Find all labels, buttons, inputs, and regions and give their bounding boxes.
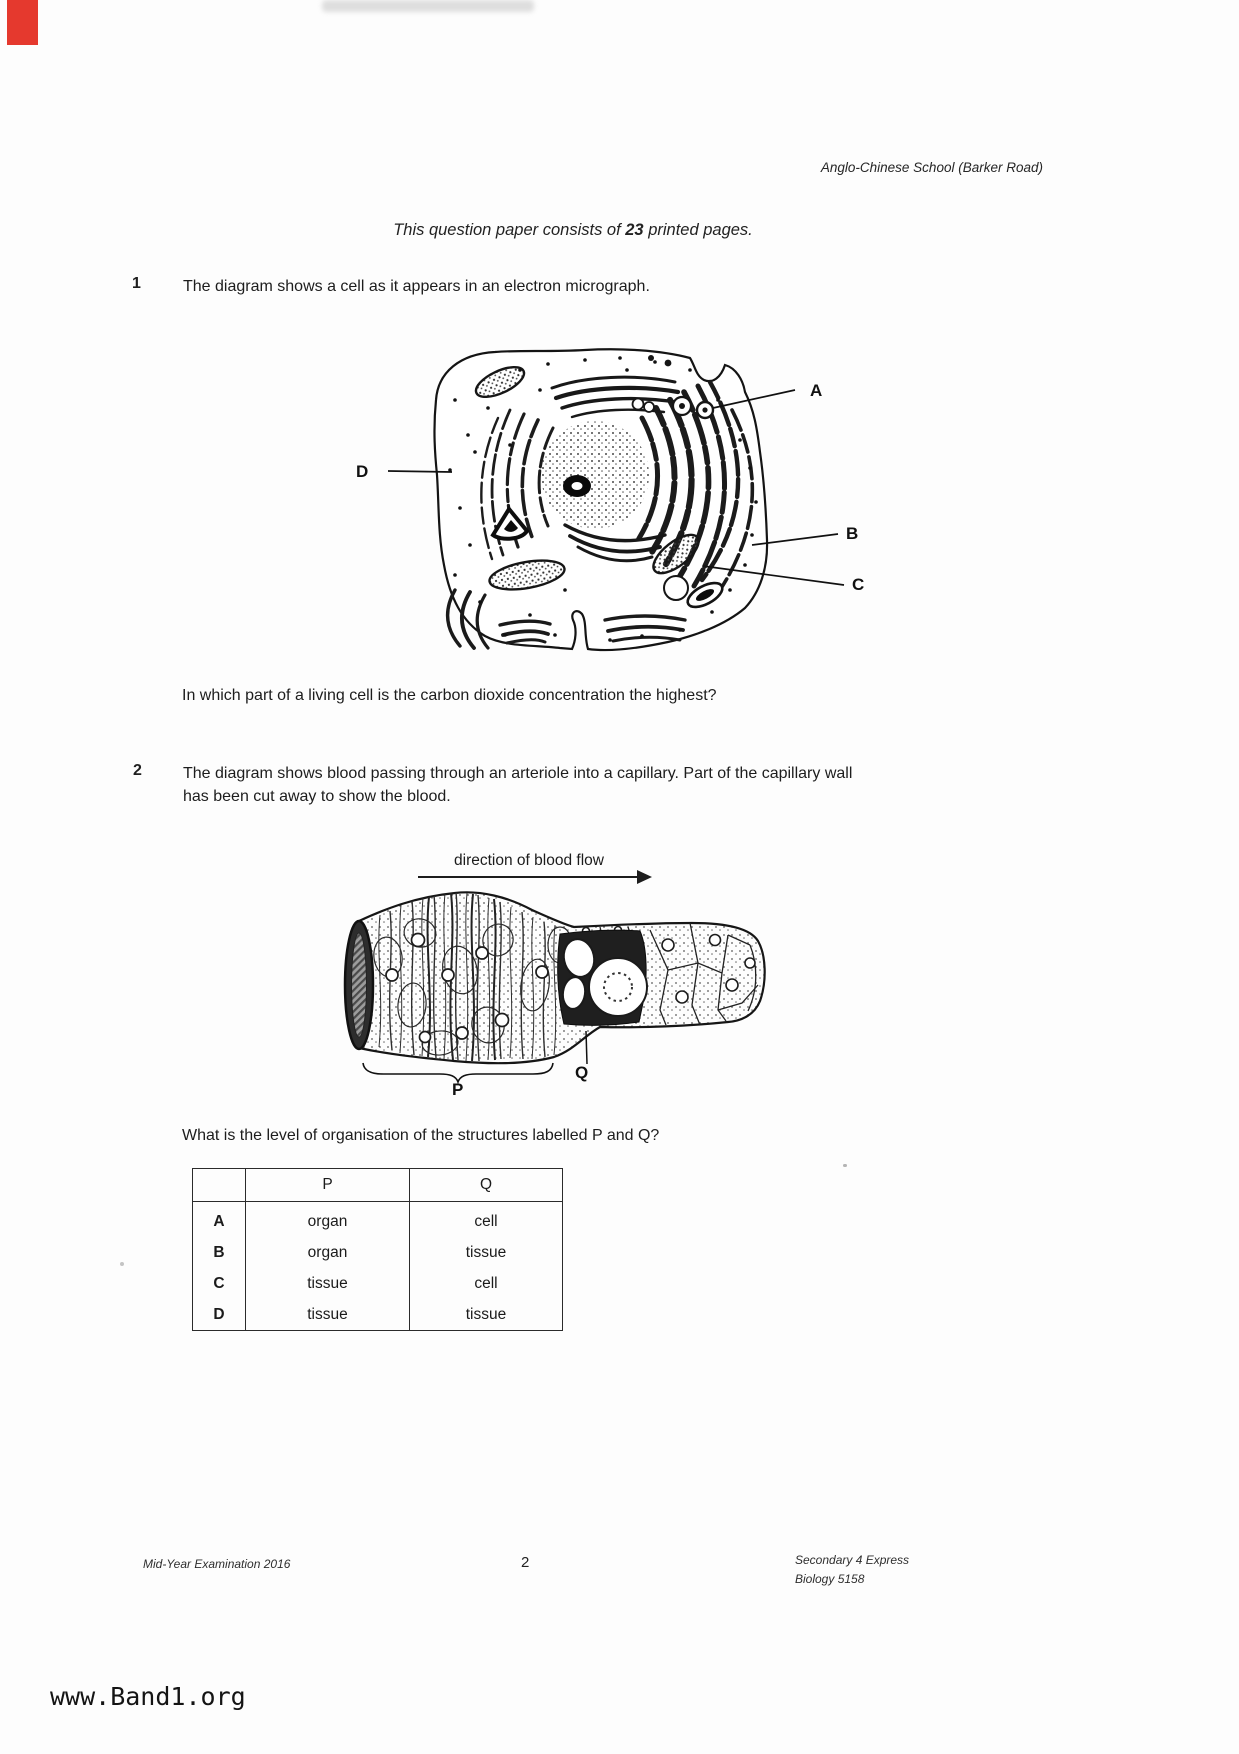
cell-label-a: A: [810, 381, 823, 400]
option-q-value: tissue: [410, 1299, 563, 1331]
q2-question: What is the level of organisation of the structures labelled P and Q?: [182, 1127, 660, 1144]
cell-diagram: [380, 340, 860, 670]
notice-pre: This question paper consists of: [393, 221, 626, 239]
q2-stem-line1: The diagram shows blood passing through an arteriole into a capillary. Part of the capillary wall: [183, 765, 853, 782]
site-watermark: www.Band1.org: [50, 1682, 246, 1711]
scan-speck: [120, 1262, 124, 1266]
nucleolus-core: [572, 482, 583, 490]
footer-course: Secondary 4 Express: [795, 1553, 910, 1567]
arteriole-lumen: [352, 933, 367, 1037]
blood-flow-label: direction of blood flow: [454, 852, 604, 869]
table-header-q: Q: [410, 1169, 563, 1202]
vessel-label-q: Q: [575, 1063, 589, 1082]
leader-line-d: [388, 471, 452, 472]
q2-number: 2: [133, 762, 142, 779]
table-row: [193, 1202, 563, 1238]
option-letter: B: [193, 1237, 246, 1268]
scan-artifact-red-mark: [7, 0, 38, 45]
school-name: Anglo-Chinese School (Barker Road): [820, 160, 1043, 175]
table-corner-cell: [193, 1169, 246, 1202]
option-q-value: cell: [410, 1202, 563, 1238]
footer-exam: Mid-Year Examination 2016: [143, 1557, 291, 1571]
footer-page-number: 2: [521, 1554, 530, 1571]
table-row: [193, 1237, 563, 1268]
notice-post: printed pages.: [643, 221, 753, 239]
blood-flow-arrowhead: [637, 870, 652, 884]
option-q-value: tissue: [410, 1237, 563, 1268]
scan-artifact-smudge: [322, 0, 534, 12]
cell-label-c: C: [852, 575, 865, 594]
page-notice: [333, 221, 813, 240]
q1-question: In which part of a living cell is the carbon dioxide concentration the highest?: [182, 687, 717, 704]
option-p-value: organ: [246, 1202, 410, 1238]
option-p-value: tissue: [246, 1268, 410, 1299]
vessel-diagram: [330, 885, 780, 1085]
footer-subject: Biology 5158: [795, 1572, 865, 1586]
scan-speck: [843, 1164, 847, 1167]
table-row: [193, 1268, 563, 1299]
cell-label-d: D: [356, 462, 369, 481]
table-header-p: P: [246, 1169, 410, 1202]
q1-number: 1: [132, 275, 141, 292]
option-letter: C: [193, 1268, 246, 1299]
q1-stem: The diagram shows a cell as it appears in an electron micrograph.: [183, 278, 650, 295]
nucleus: [541, 421, 649, 529]
q2-stem-line2: has been cut away to show the blood.: [183, 788, 451, 805]
option-p-value: tissue: [246, 1299, 410, 1331]
cell-label-b: B: [846, 524, 859, 543]
option-letter: D: [193, 1299, 246, 1331]
vessel-label-p: P: [452, 1080, 464, 1099]
blood-flow-arrow: [418, 876, 639, 878]
organisation-table: [192, 1168, 563, 1331]
option-letter: A: [193, 1202, 246, 1238]
notice-page-count: 23: [625, 221, 644, 239]
table-row: [193, 1299, 563, 1331]
option-q-value: cell: [410, 1268, 563, 1299]
red-blood-cell: [589, 958, 647, 1016]
option-p-value: organ: [246, 1237, 410, 1268]
q-pointer-line: [586, 1031, 587, 1064]
